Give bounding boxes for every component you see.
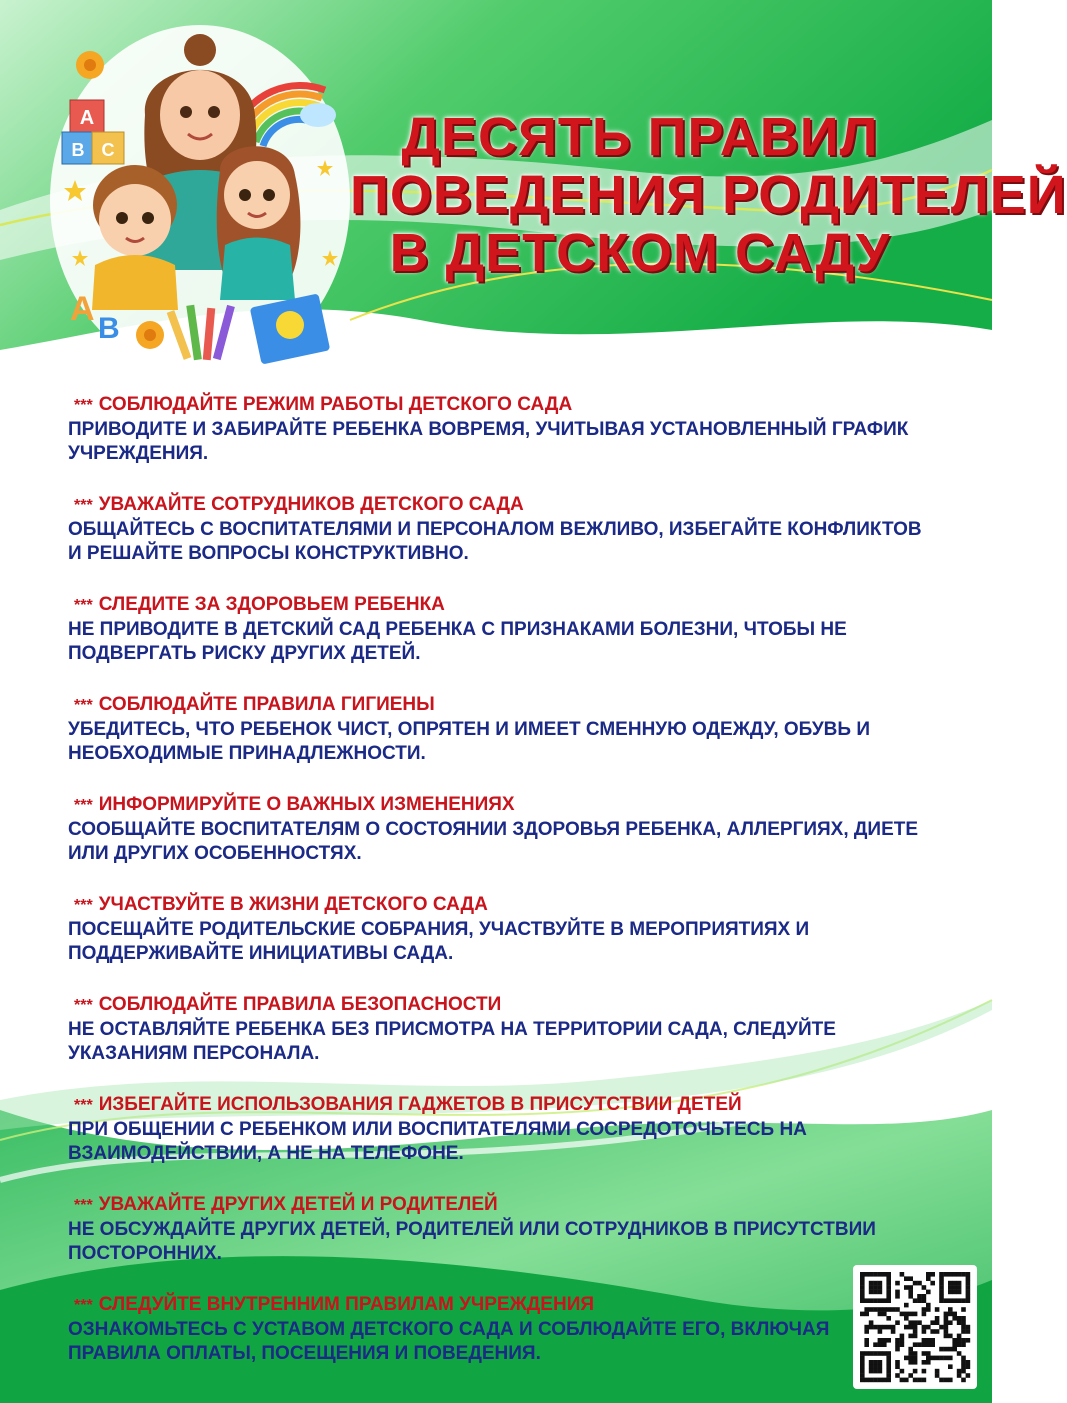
rule-description: ПРИВОДИТЕ И ЗАБИРАЙТЕ РЕБЕНКА ВОВРЕМЯ, УЧИТЫВАЯ УСТАНОВЛЕННЫЙ ГРАФИК УЧРЕЖДЕНИЯ. [68,419,909,464]
rule-item-1 [68,393,928,493]
rule-heading: *** УЧАСТВУЙТЕ В ЖИЗНИ ДЕТСКОГО САДА [68,893,928,918]
rule-item-8 [68,1093,928,1193]
rule-description: НЕ ПРИВОДИТЕ В ДЕТСКИЙ САД РЕБЕНКА С ПРИЗНАКАМИ БОЛЕЗНИ, ЧТОБЫ НЕ ПОДВЕРГАТЬ РИСКУ ДРУГИХ ДЕТЕЙ. [68,619,847,664]
rule-description: ПОСЕЩАЙТЕ РОДИТЕЛЬСКИЕ СОБРАНИЯ, УЧАСТВУЙТЕ В МЕРОПРИЯТИЯХ И ПОДДЕРЖИВАЙТЕ ИНИЦИАТИВЫ САДА. [68,919,810,964]
bullet-marker: *** [74,1197,93,1214]
rule-heading: *** ИЗБЕГАЙТЕ ИСПОЛЬЗОВАНИЯ ГАДЖЕТОВ В ПРИСУТСТВИИ ДЕТЕЙ [68,1093,928,1118]
flower-icon [136,321,164,349]
qr-code-pattern [853,1265,977,1389]
rule-description: СООБЩАЙТЕ ВОСПИТАТЕЛЯМ О СОСТОЯНИИ ЗДОРОВЬЯ РЕБЕНКА, АЛЛЕРГИЯХ, ДИЕТЕ ИЛИ ДРУГИХ ОСОБЕННОСТЯХ. [68,819,919,864]
qr-code-icon[interactable] [853,1265,977,1389]
rule-item-9 [68,1193,928,1293]
svg-text:C: C [101,140,115,160]
rule-heading: *** СОБЛЮДАЙТЕ ПРАВИЛА БЕЗОПАСНОСТИ [68,993,928,1018]
rule-description: УБЕДИТЕСЬ, ЧТО РЕБЕНОК ЧИСТ, ОПРЯТЕН И ИМЕЕТ СМЕННУЮ ОДЕЖДУ, ОБУВЬ И НЕОБХОДИМЫЕ ПРИНАДЛЕЖНОСТИ. [68,719,870,764]
bullet-marker: *** [74,497,93,514]
bullet-marker: *** [74,997,93,1014]
rule-item-6 [68,893,928,993]
rule-description: НЕ ОБСУЖДАЙТЕ ДРУГИХ ДЕТЕЙ, РОДИТЕЛЕЙ ИЛИ СОТРУДНИКОВ В ПРИСУТСТВИИ ПОСТОРОННИХ. [68,1219,876,1264]
rule-heading: *** УВАЖАЙТЕ ДРУГИХ ДЕТЕЙ И РОДИТЕЛЕЙ [68,1193,928,1218]
bullet-marker: *** [74,1097,93,1114]
svg-text:B: B [98,312,120,345]
rule-description: ПРИ ОБЩЕНИИ С РЕБЕНКОМ ИЛИ ВОСПИТАТЕЛЯМИ СОСРЕДОТОЧЬТЕСЬ НА ВЗАИМОДЕЙСТВИИ, А НЕ НА ТЕЛЕФОНЕ. [68,1119,807,1164]
rule-heading: *** ИНФОРМИРУЙТЕ О ВАЖНЫХ ИЗМЕНЕНИЯХ [68,793,928,818]
flower-icon [76,51,104,79]
svg-text:A: A [79,107,95,129]
rule-item-5 [68,793,928,893]
title-line-2: ПОВЕДЕНИЯ РОДИТЕЛЕЙ [350,165,1067,225]
rule-item-4 [68,693,928,793]
rule-description: НЕ ОСТАВЛЯЙТЕ РЕБЕНКА БЕЗ ПРИСМОТРА НА ТЕРРИТОРИИ САДА, СЛЕДУЙТЕ УКАЗАНИЯМ ПЕРСОНАЛА. [68,1019,836,1064]
rule-heading: *** СЛЕДУЙТЕ ВНУТРЕННИМ ПРАВИЛАМ УЧРЕЖДЕНИЯ [68,1293,928,1318]
rule-item-10 [68,1293,928,1393]
boy-figure [92,165,178,310]
title-line-3: В ДЕТСКОМ САДУ [389,223,891,283]
mother-with-children-illustration [50,20,350,370]
title-line-1: ДЕСЯТЬ ПРАВИЛ [401,107,879,167]
bullet-marker: *** [74,1297,93,1314]
bullet-marker: *** [74,597,93,614]
rule-item-7 [68,993,928,1093]
bullet-marker: *** [74,397,93,414]
rule-heading: *** УВАЖАЙТЕ СОТРУДНИКОВ ДЕТСКОГО САДА [68,493,928,518]
rule-item-3 [68,593,928,693]
rule-heading: *** СЛЕДИТЕ ЗА ЗДОРОВЬЕМ РЕБЕНКА [68,593,928,618]
bullet-marker: *** [74,697,93,714]
svg-text:B: B [71,140,85,160]
svg-text:A: A [70,290,95,328]
rule-item-2 [68,493,928,593]
bullet-marker: *** [74,797,93,814]
girl-figure [217,146,301,300]
rule-description: ОБЩАЙТЕСЬ С ВОСПИТАТЕЛЯМИ И ПЕРСОНАЛОМ ВЕЖЛИВО, ИЗБЕГАЙТЕ КОНФЛИКТОВ И РЕШАЙТЕ ВОПРОСЫ КОНСТРУКТИВНО. [68,519,922,564]
rule-heading: *** СОБЛЮДАЙТЕ ПРАВИЛА ГИГИЕНЫ [68,693,928,718]
rule-description: ОЗНАКОМЬТЕСЬ С УСТАВОМ ДЕТСКОГО САДА И СОБЛЮДАЙТЕ ЕГО, ВКЛЮЧАЯ ПРАВИЛА ОПЛАТЫ, ПОСЕЩЕНИЯ И ПОВЕДЕНИЯ. [68,1319,830,1364]
page-title [350,107,1067,283]
rules-list [68,393,928,1393]
rule-heading: *** СОБЛЮДАЙТЕ РЕЖИМ РАБОТЫ ДЕТСКОГО САДА [68,393,928,418]
bullet-marker: *** [74,897,93,914]
